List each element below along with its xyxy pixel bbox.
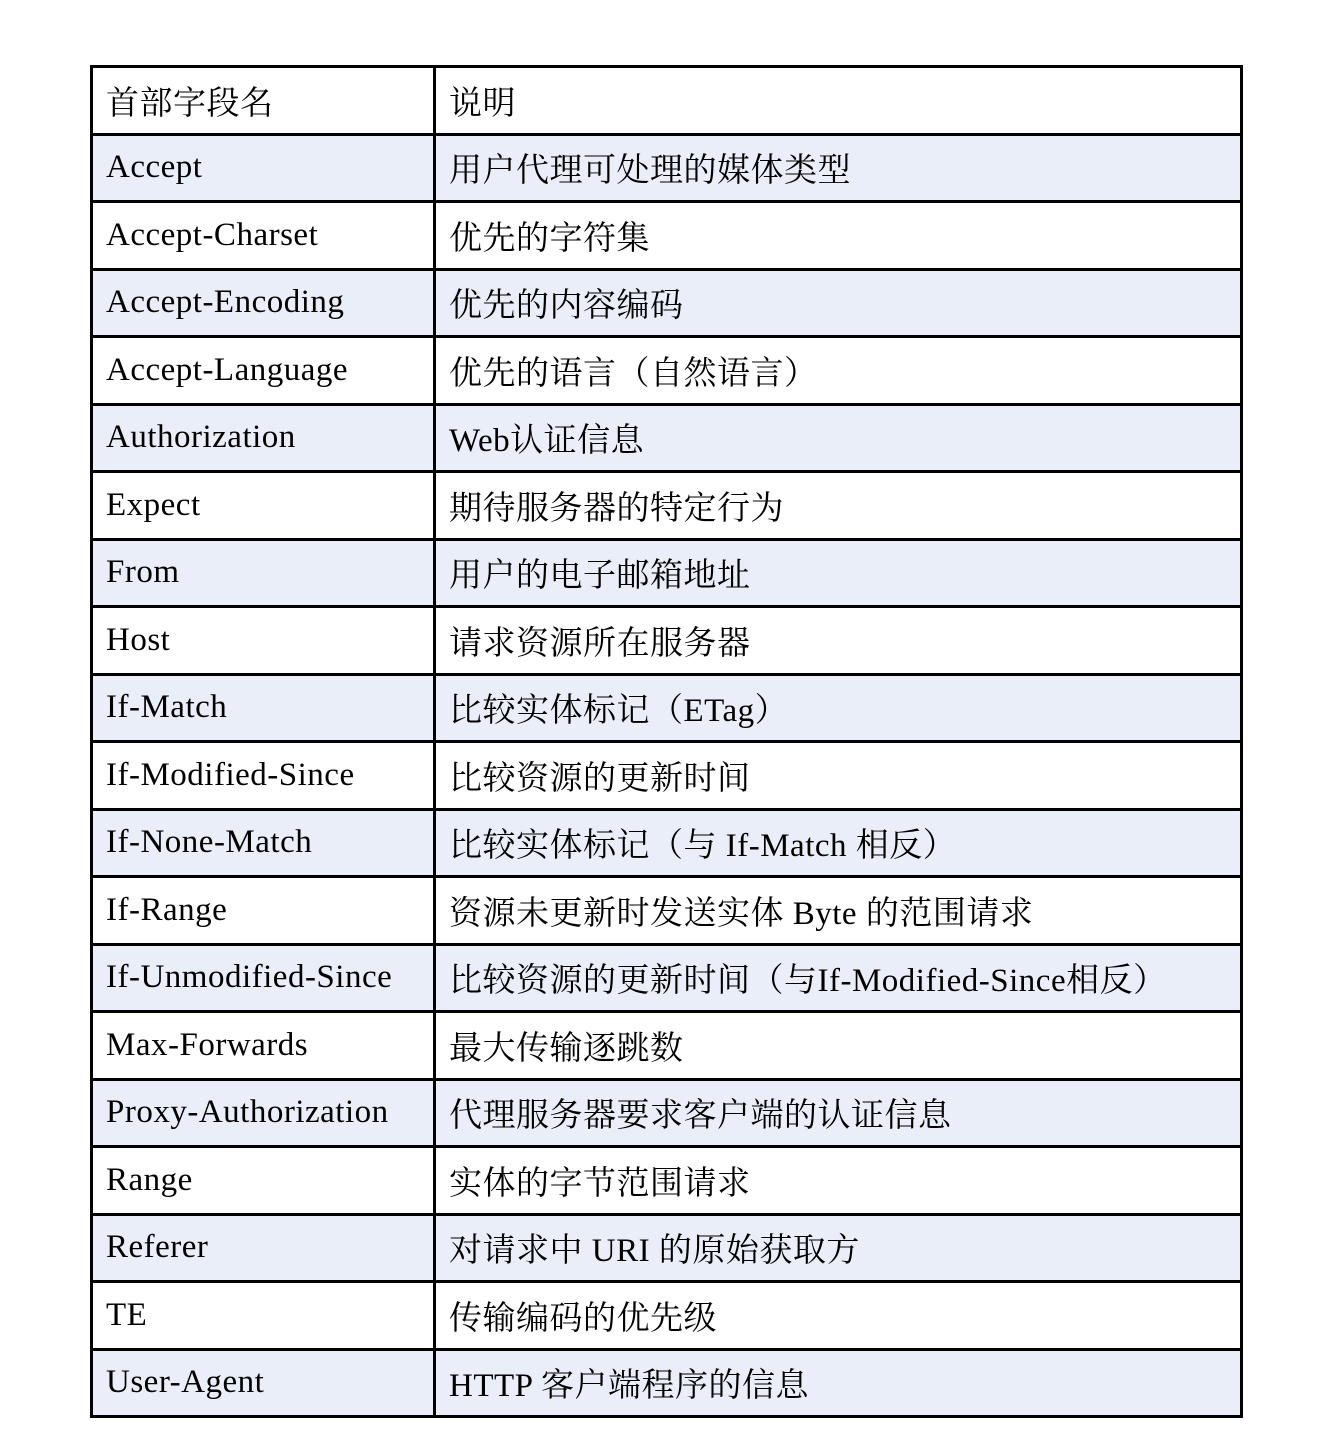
table-row (92, 1282, 1242, 1350)
column-header-field-name: 首部字段名 (92, 67, 435, 135)
table-row (92, 1147, 1242, 1215)
header-field-name-cell: TE (92, 1282, 435, 1350)
table-row (92, 1012, 1242, 1080)
table-row (92, 1079, 1242, 1147)
description-cell: 用户的电子邮箱地址 (435, 539, 1242, 607)
table-body (92, 134, 1242, 1417)
header-field-name-cell: Proxy-Authorization (92, 1079, 435, 1147)
header-field-name-cell: Host (92, 607, 435, 675)
description-cell: 代理服务器要求客户端的认证信息 (435, 1079, 1242, 1147)
table-row (92, 607, 1242, 675)
description-cell: 请求资源所在服务器 (435, 607, 1242, 675)
header-field-name-cell: Accept-Encoding (92, 269, 435, 337)
description-cell: 用户代理可处理的媒体类型 (435, 134, 1242, 202)
description-cell: 传输编码的优先级 (435, 1282, 1242, 1350)
header-field-name-cell: Range (92, 1147, 435, 1215)
header-field-name-cell: Accept (92, 134, 435, 202)
header-field-name-cell: If-Match (92, 674, 435, 742)
header-field-name-cell: Accept-Language (92, 337, 435, 405)
description-cell: 最大传输逐跳数 (435, 1012, 1242, 1080)
table-row (92, 674, 1242, 742)
description-cell: HTTP 客户端程序的信息 (435, 1349, 1242, 1417)
table-row (92, 472, 1242, 540)
header-field-name-cell: Max-Forwards (92, 1012, 435, 1080)
description-cell: 对请求中 URI 的原始获取方 (435, 1214, 1242, 1282)
description-cell: Web认证信息 (435, 404, 1242, 472)
description-cell: 比较实体标记（与 If-Match 相反） (435, 809, 1242, 877)
description-cell: 比较资源的更新时间 (435, 742, 1242, 810)
description-cell: 比较资源的更新时间（与If-Modified-Since相反） (435, 944, 1242, 1012)
description-cell: 资源未更新时发送实体 Byte 的范围请求 (435, 877, 1242, 945)
table-row (92, 539, 1242, 607)
table-row (92, 809, 1242, 877)
table-row (92, 877, 1242, 945)
table-row (92, 404, 1242, 472)
header-field-name-cell: Expect (92, 472, 435, 540)
header-field-name-cell: If-Modified-Since (92, 742, 435, 810)
description-cell: 优先的字符集 (435, 202, 1242, 270)
column-header-description: 说明 (435, 67, 1242, 135)
header-field-name-cell: From (92, 539, 435, 607)
header-field-name-cell: If-None-Match (92, 809, 435, 877)
table-row (92, 202, 1242, 270)
header-field-name-cell: If-Unmodified-Since (92, 944, 435, 1012)
table-row (92, 742, 1242, 810)
description-cell: 优先的内容编码 (435, 269, 1242, 337)
header-field-name-cell: If-Range (92, 877, 435, 945)
header-field-name-cell: Accept-Charset (92, 202, 435, 270)
description-cell: 比较实体标记（ETag） (435, 674, 1242, 742)
header-field-name-cell: Authorization (92, 404, 435, 472)
description-cell: 期待服务器的特定行为 (435, 472, 1242, 540)
table-row (92, 337, 1242, 405)
table-row (92, 134, 1242, 202)
table-row (92, 1349, 1242, 1417)
table-row (92, 944, 1242, 1012)
http-request-headers-table (90, 65, 1243, 1418)
header-field-name-cell: User-Agent (92, 1349, 435, 1417)
table-row (92, 269, 1242, 337)
description-cell: 优先的语言（自然语言） (435, 337, 1242, 405)
table-row (92, 1214, 1242, 1282)
description-cell: 实体的字节范围请求 (435, 1147, 1242, 1215)
header-field-name-cell: Referer (92, 1214, 435, 1282)
table-header-row (92, 67, 1242, 135)
